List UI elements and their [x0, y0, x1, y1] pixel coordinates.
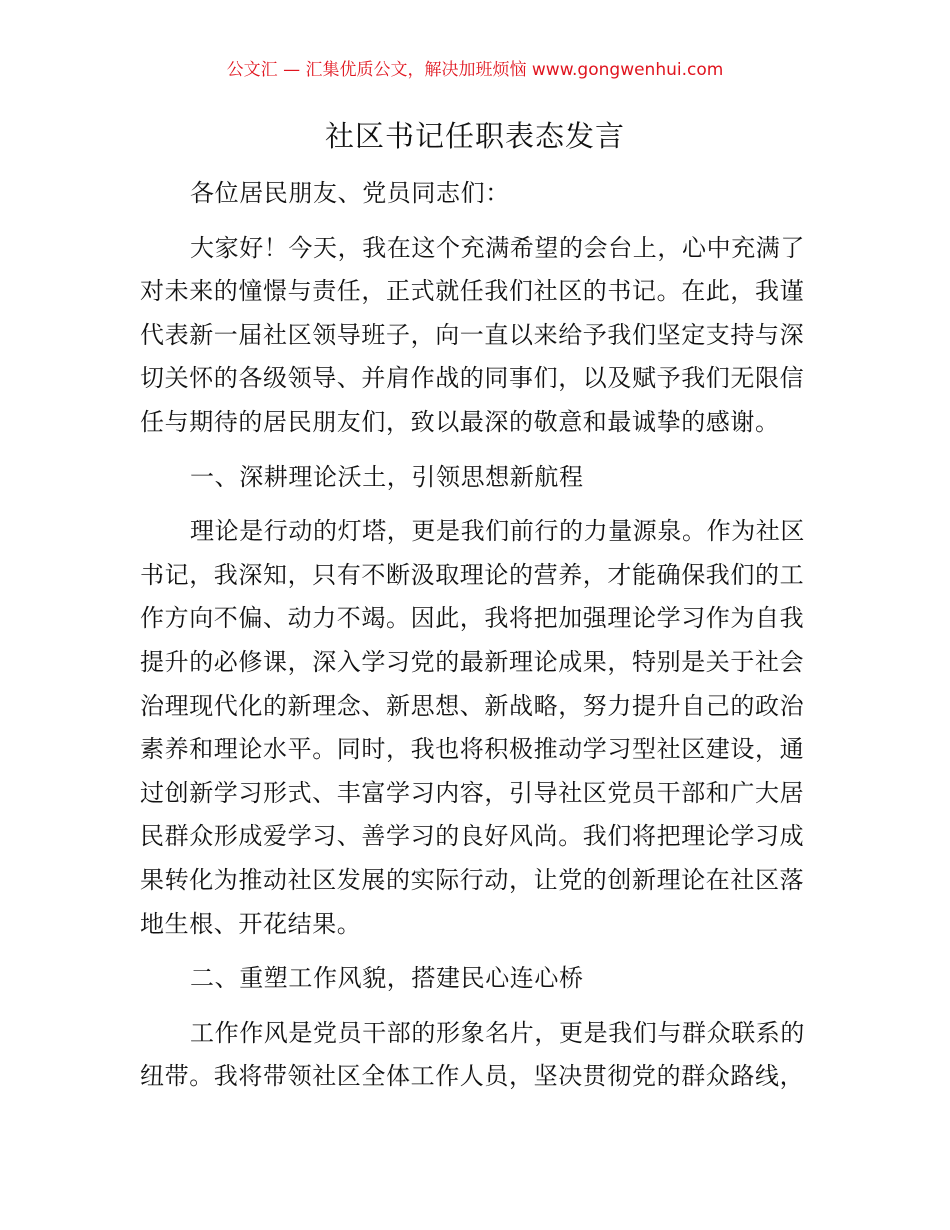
text-line: 作方向不偏、动力不竭。因此，我将把加强理论学习作为自我: [140, 604, 805, 633]
text-line: 代表新一届社区领导班子，向一直以来给予我们坚定支持与深: [140, 320, 805, 349]
text-line: 纽带。我将带领社区全体工作人员，坚决贯彻党的群众路线，: [140, 1062, 805, 1091]
text-line: 过创新学习形式、丰富学习内容，引导社区党员干部和广大居: [140, 778, 805, 807]
text-line: 切关怀的各级领导、并肩作战的同事们，以及赋予我们无限信: [140, 364, 805, 393]
text-line: 提升的必修课，深入学习党的最新理论成果，特别是关于社会: [140, 647, 805, 676]
text-line: 大家好！今天，我在这个充满希望的会台上，心中充满了: [190, 233, 805, 262]
text-line: 书记，我深知，只有不断汲取理论的营养，才能确保我们的工: [140, 560, 805, 589]
text-line: 治理现代化的新理念、新思想、新战略，努力提升自己的政治: [140, 691, 805, 720]
text-line: 果转化为推动社区发展的实际行动，让党的创新理论在社区落: [140, 865, 805, 894]
text-line: 工作作风是党员干部的形象名片，更是我们与群众联系的: [190, 1018, 805, 1047]
document-body: [140, 172, 820, 1099]
text-line: 地生根、开花结果。: [140, 909, 362, 938]
paragraph-greeting: [140, 227, 820, 445]
text-line: 民群众形成爱学习、善学习的良好风尚。我们将把理论学习成: [140, 822, 805, 851]
paragraph-work-style: [140, 1012, 820, 1099]
section-heading-1: 一、深耕理论沃土，引领思想新航程: [190, 462, 584, 491]
text-line: 对未来的憧憬与责任，正式就任我们社区的书记。在此，我谨: [140, 277, 805, 306]
header-banner: 公文汇 — 汇集优质公文，解决加班烦恼 www.gongwenhui.com: [226, 60, 724, 80]
paragraph-theory: [140, 510, 820, 946]
document-title: 社区书记任职表态发言: [324, 119, 625, 153]
text-line: 任与期待的居民朋友们，致以最深的敬意和最诚挚的感谢。: [140, 407, 780, 436]
text-line: 素养和理论水平。同时，我也将积极推动学习型社区建设，通: [140, 735, 805, 764]
salutation: 各位居民朋友、党员同志们：: [190, 179, 510, 207]
section-heading-2: 二、重塑工作风貌，搭建民心连心桥: [190, 964, 584, 993]
text-line: 理论是行动的灯塔，更是我们前行的力量源泉。作为社区: [190, 517, 805, 546]
